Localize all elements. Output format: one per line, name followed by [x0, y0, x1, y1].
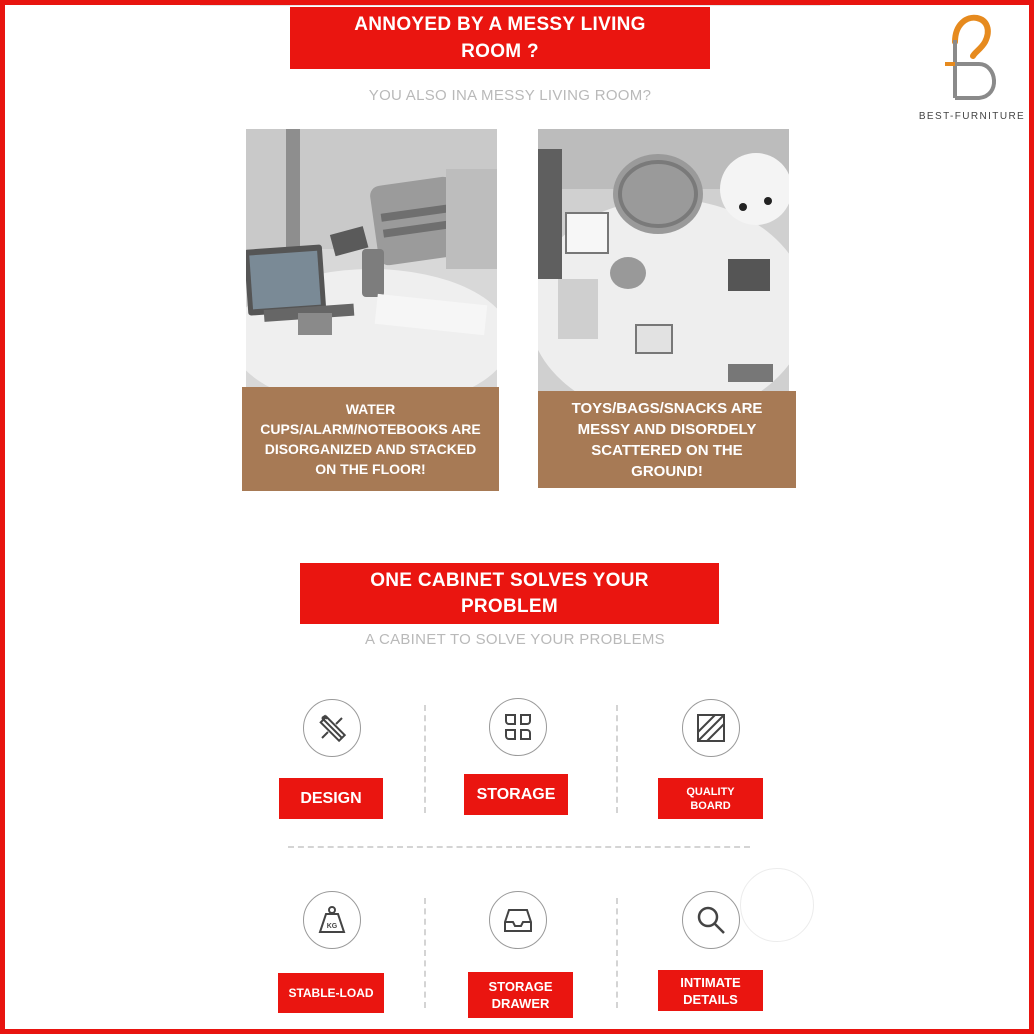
- brand-logo: [915, 12, 1027, 127]
- section-title-cabinet: ONE CABINET SOLVES YOUR PROBLEM: [300, 563, 719, 624]
- board-texture-icon: [682, 699, 740, 757]
- messy-floor-caption: WATER CUPS/ALARM/NOTEBOOKS ARE DISORGANIZED AND STACKED ON THE FLOOR!: [242, 387, 499, 491]
- kg-text: KG: [326, 923, 338, 930]
- storage-grid-icon: [489, 698, 547, 756]
- drawer-tray-icon: [489, 891, 547, 949]
- section-subtitle-cabinet: A CABINET TO SOLVE YOUR PROBLEMS: [365, 631, 665, 648]
- decorative-circle: [740, 868, 814, 942]
- section-title-messy-room: ANNOYED BY A MESSY LIVING ROOM ?: [290, 7, 710, 69]
- magnifier-icon: [682, 891, 740, 949]
- feature-divider: [616, 705, 618, 813]
- feature-label-storage-drawer: STORAGE DRAWER: [468, 972, 573, 1018]
- top-divider: [200, 5, 830, 6]
- feature-divider: [424, 705, 426, 813]
- messy-floor-photo: [246, 129, 497, 389]
- brand-name: BEST-FURNITURE: [918, 111, 1026, 122]
- design-tools-icon: [303, 699, 361, 757]
- feature-label-quality-board: QUALITY BOARD: [658, 778, 763, 819]
- feature-label-intimate-details: INTIMATE DETAILS: [658, 970, 763, 1011]
- feature-label-stable-load: STABLE-LOAD: [278, 973, 384, 1013]
- feature-divider: [424, 898, 426, 1008]
- section-subtitle-messy-room: YOU ALSO INA MESSY LIVING ROOM?: [368, 87, 652, 104]
- feature-row-divider: [288, 846, 750, 848]
- messy-ground-photo: [538, 129, 789, 391]
- messy-ground-caption: TOYS/BAGS/SNACKS ARE MESSY AND DISORDELY SCATTERED ON THE GROUND!: [538, 391, 796, 488]
- kg-weight-icon: [303, 891, 361, 949]
- feature-divider: [616, 898, 618, 1008]
- feature-label-design: DESIGN: [279, 778, 383, 819]
- feature-label-storage: STORAGE: [464, 774, 568, 815]
